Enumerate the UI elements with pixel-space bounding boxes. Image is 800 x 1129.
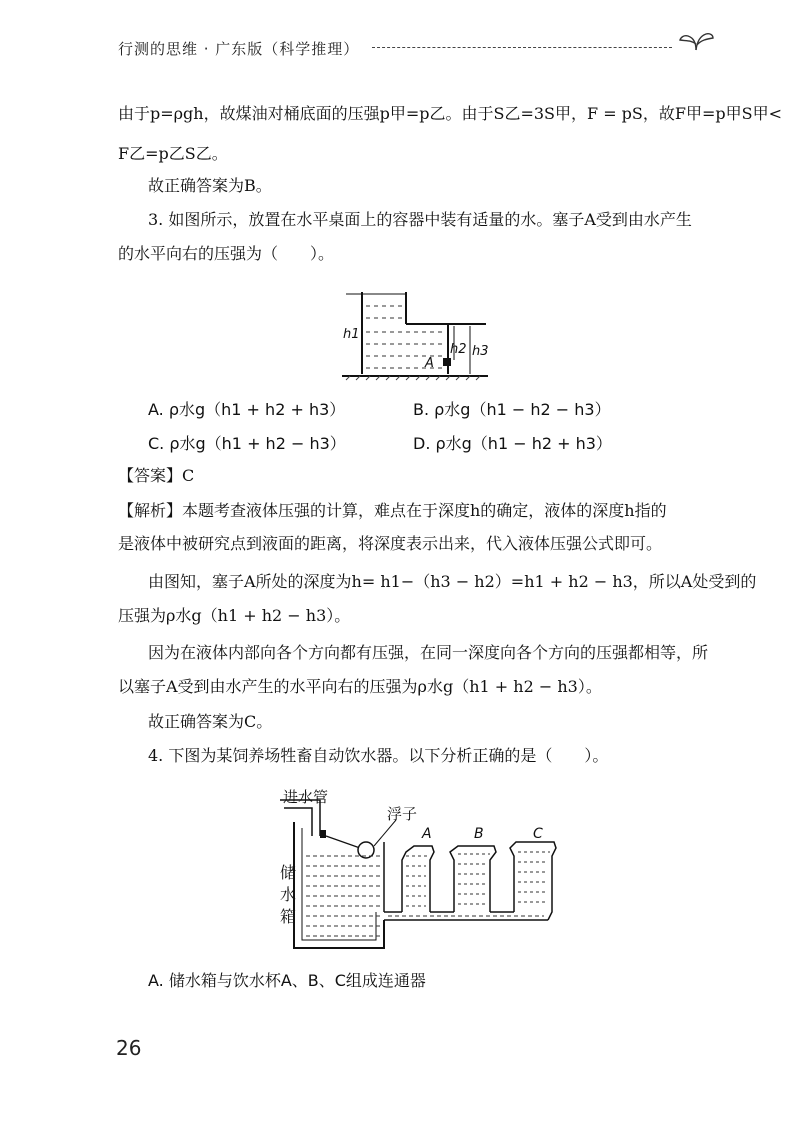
option-c: C. ρ水g（h1 + h2 − h3）	[148, 434, 346, 453]
label-h2: h2	[450, 342, 467, 357]
analysis-text: 压强为ρ水g（h1 + h2 − h3）。	[118, 606, 351, 625]
page-number: 26	[116, 1036, 142, 1060]
question-3-text: 的水平向右的压强为（ ）。	[118, 244, 335, 263]
sprout-icon	[676, 26, 716, 52]
label-cup-a: A	[422, 826, 432, 842]
label-tank-char: 箱	[279, 907, 296, 926]
label-cup-c: C	[533, 826, 543, 842]
analysis-text: 【解析】本题考查液体压强的计算，难点在于深度h的确定，液体的深度h指的	[118, 501, 667, 520]
analysis-text: 由图知，塞子A所处的深度为h= h1−（h3 − h2）=h1 + h2 − h3，所以A处受到的	[148, 572, 757, 591]
analysis-text: 因为在液体内部向各个方向都有压强，在同一深度向各个方向的压强都相等，所	[148, 643, 709, 662]
option-b: B. ρ水g（h1 − h2 − h3）	[413, 400, 611, 419]
answer-label: 【答案】C	[118, 466, 195, 485]
text-line: F乙=p乙S乙。	[118, 144, 228, 163]
label-cup-b: B	[474, 826, 484, 842]
water-feeder-figure	[276, 792, 566, 957]
label-h1: h1	[343, 327, 360, 342]
label-tank-char: 水	[279, 885, 296, 904]
analysis-text: 以塞子A受到由水产生的水平向右的压强为ρ水g（h1 + h2 − h3）。	[118, 677, 602, 696]
question-4-text: 4. 下图为某饲养场牲畜自动饮水器。以下分析正确的是（ ）。	[148, 746, 609, 765]
option-d: D. ρ水g（h1 − h2 + h3）	[413, 434, 612, 453]
text-line: 由于p=ρgh，故煤油对桶底面的压强p甲=p乙。由于S乙=3S甲，F = pS，故F甲=p甲S甲<	[118, 104, 783, 123]
question-4-option-a: A. 储水箱与饮水杯A、B、C组成连通器	[148, 971, 426, 990]
label-float: 浮子	[387, 805, 418, 823]
running-header-title: 行测的思维 · 广东版（科学推理）	[118, 40, 360, 58]
label-h3: h3	[472, 344, 489, 359]
option-a: A. ρ水g（h1 + h2 + h3）	[148, 400, 346, 419]
label-inlet-pipe: 进水管	[283, 788, 329, 806]
conclusion-text: 故正确答案为C。	[148, 712, 273, 731]
container-figure	[336, 286, 496, 386]
analysis-text: 是液体中被研究点到液面的距离，将深度表示出来，代入液体压强公式即可。	[118, 534, 663, 553]
question-3-text: 3. 如图所示，放置在水平桌面上的容器中装有适量的水。塞子A受到由水产生	[148, 210, 692, 229]
label-tank-char: 储	[279, 863, 296, 882]
label-stopper-a: A	[425, 356, 434, 371]
header-rule	[372, 47, 672, 48]
text-line: 故正确答案为B。	[148, 176, 272, 195]
